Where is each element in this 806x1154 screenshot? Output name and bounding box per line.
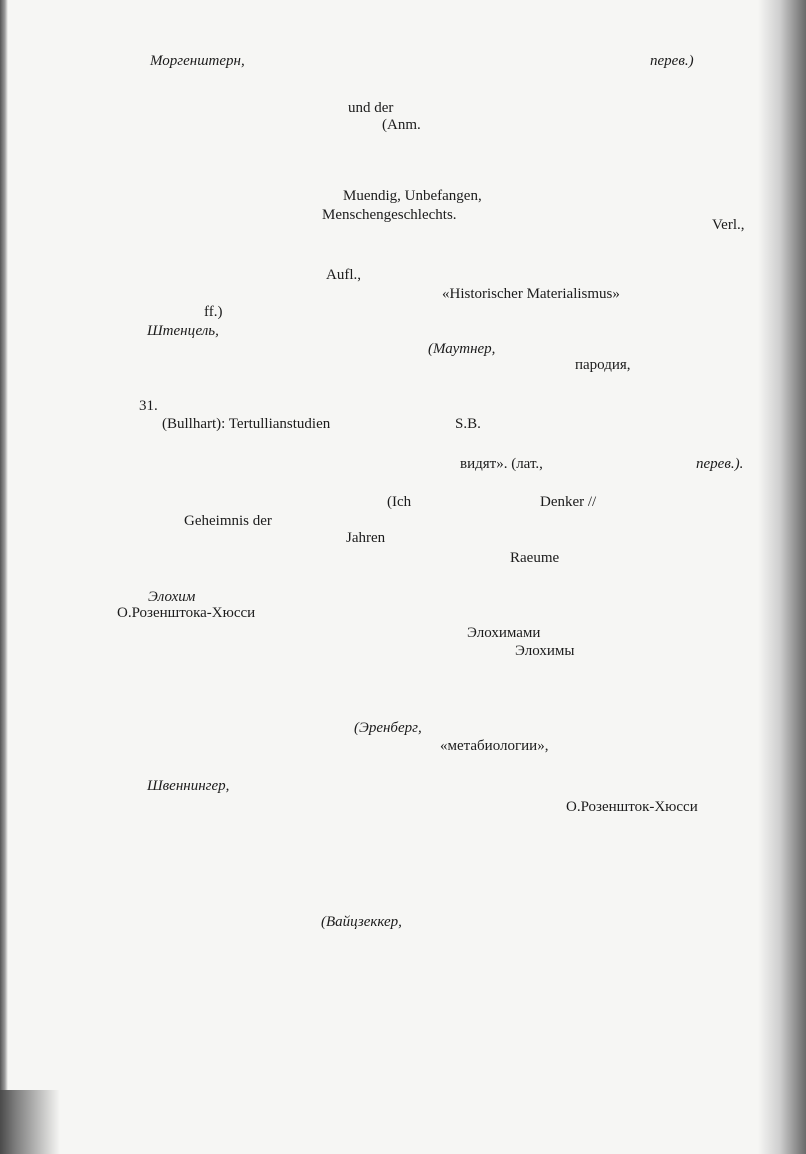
text-fragment: Элохимами xyxy=(467,625,541,641)
text-fragment: Muendig, Unbefangen, xyxy=(343,188,482,204)
text-fragment: (Anm. xyxy=(382,117,421,133)
text-fragment: видят». (лат., xyxy=(460,456,543,472)
page-corner-shadow xyxy=(0,1090,60,1154)
text-fragment: (Вайцзеккер, xyxy=(321,914,402,930)
text-fragment: Штенцель, xyxy=(147,323,219,339)
text-fragment: Моргенштерн, xyxy=(150,53,245,69)
text-fragment: (Ich xyxy=(387,494,412,510)
text-fragment: Menschengeschlechts. xyxy=(322,207,457,223)
text-fragment: О.Розенштока-Хюсси xyxy=(117,605,256,621)
text-fragment: пародия, xyxy=(575,357,631,373)
page-edge-shadow-right xyxy=(758,0,806,1154)
text-fragment: (Эренберг, xyxy=(354,720,422,736)
text-fragment: перев.). xyxy=(696,456,744,472)
text-fragment: Элохим xyxy=(148,589,196,605)
text-fragment: Jahren xyxy=(346,530,386,546)
text-fragment: Швеннингер, xyxy=(147,778,230,794)
text-fragment: ff.) xyxy=(204,304,223,320)
text-fragment: Geheimnis der xyxy=(184,513,272,529)
text-fragment: (Маутнер, xyxy=(428,341,496,357)
text-fragment: Элохимы xyxy=(515,643,575,659)
text-fragment: «Historischer Materialismus» xyxy=(442,286,620,302)
text-fragment: О.Розеншток-Хюсси xyxy=(566,799,698,815)
text-fragment: Denker // xyxy=(540,494,597,510)
text-fragment: Raeume xyxy=(510,550,560,566)
text-fragment: (Bullhart): Tertullianstudien xyxy=(162,416,331,432)
text-fragment: Verl., xyxy=(712,217,745,233)
text-fragment: «метабиологии», xyxy=(440,738,549,754)
text-fragment: перев.) xyxy=(650,53,694,69)
page-edge-shadow-left xyxy=(0,0,8,1154)
text-fragment: 31. xyxy=(139,398,158,414)
text-fragment: und der xyxy=(348,100,394,116)
text-fragment: Aufl., xyxy=(326,267,361,283)
text-fragment: S.B. xyxy=(455,416,481,432)
